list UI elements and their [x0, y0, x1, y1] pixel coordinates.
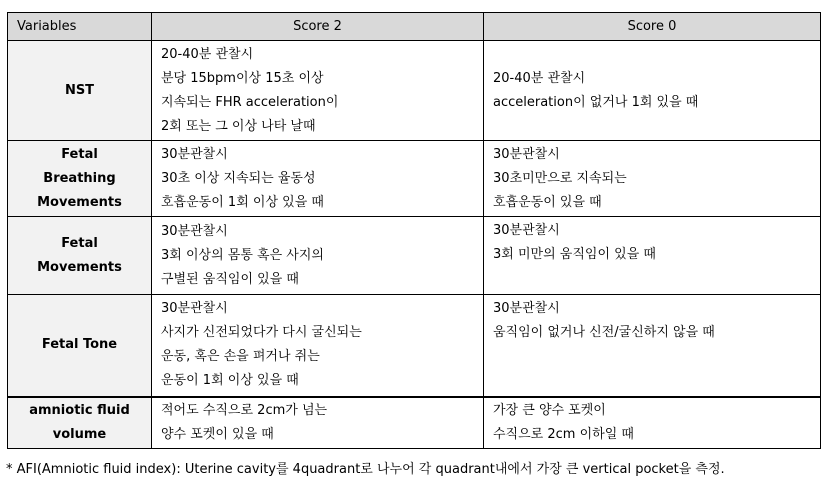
variable-cell	[8, 295, 152, 397]
cell-line: 적어도 수직으로 2cm가 넘는	[161, 402, 328, 418]
variable-cell	[8, 397, 152, 449]
cell-line: 호흡운동이 있을 때	[493, 194, 602, 210]
footnote: * AFI(Amniotic fluid index): Uterine cavity를 4quadrant로 나누어 각 quadrant내에서 가장 큰 vertical pocket을 측정.	[6, 462, 725, 477]
header-variables: Variables	[8, 13, 152, 41]
table-row	[8, 217, 821, 295]
table-row	[8, 397, 821, 449]
score-0-cell	[484, 295, 821, 397]
variable-label: NST	[64, 82, 95, 98]
table-row	[8, 141, 821, 217]
cell-line: acceleration이 없거나 1회 있을 때	[493, 94, 699, 110]
cell-line: 20-40분 관찰시	[161, 46, 254, 62]
score-0-cell	[484, 141, 821, 217]
table-row	[8, 41, 821, 141]
score-2-cell	[152, 41, 484, 141]
cell-line: 30초미만으로 지속되는	[493, 170, 627, 186]
cell-line: 30초 이상 지속되는 율동성	[161, 170, 316, 186]
cell-line: 30분관찰시	[161, 301, 228, 317]
score-2-cell	[152, 217, 484, 295]
cell-line: 30분관찰시	[493, 223, 560, 238]
header-score-2: Score 2	[152, 13, 484, 41]
cell-line: 수직으로 2cm 이하일 때	[493, 426, 634, 442]
cell-line: 2회 또는 그 이상 나타 날때	[161, 118, 316, 134]
cell-line: 3회 이상의 몸통 혹은 사지의	[161, 247, 324, 263]
variable-cell	[8, 217, 152, 295]
scoring-table-container	[7, 12, 820, 449]
variable-label: Movements	[37, 259, 122, 275]
cell-line: 운동이 1회 이상 있을 때	[161, 373, 299, 389]
cell-line: 3회 미만의 움직임이 있을 때	[493, 247, 656, 262]
variable-label: Movements	[37, 194, 122, 210]
cell-line: 분당 15bpm이상 15초 이상	[161, 70, 324, 86]
cell-line: 사지가 신전되었다가 다시 굴신되는	[161, 325, 362, 341]
header-score-0: Score 0	[484, 13, 821, 41]
variable-label: Fetal	[61, 146, 98, 162]
variable-label: amniotic fluid	[29, 402, 130, 418]
score-2-cell	[152, 295, 484, 397]
cell-line: 움직임이 없거나 신전/굴신하지 않을 때	[493, 325, 715, 340]
cell-line: 30분관찰시	[161, 223, 228, 239]
cell-line: 지속되는 FHR acceleration이	[161, 94, 339, 110]
table-row	[8, 295, 821, 397]
variable-label: volume	[52, 426, 107, 442]
score-0-cell	[484, 397, 821, 449]
cell-line: 운동, 혹은 손을 펴거나 쥐는	[161, 349, 320, 365]
cell-line: 가장 큰 양수 포켓이	[493, 402, 606, 418]
variable-cell	[8, 41, 152, 141]
cell-line: 20-40분 관찰시	[493, 70, 586, 86]
biophysical-profile-table	[7, 12, 821, 449]
cell-line: 구별된 움직임이 있을 때	[161, 271, 299, 287]
cell-line: 30분관찰시	[493, 301, 560, 316]
cell-line: 30분관찰시	[493, 146, 560, 162]
table-header-row	[8, 13, 821, 41]
variable-label: Fetal Tone	[41, 337, 118, 353]
score-0-cell	[484, 217, 821, 295]
variable-label: Breathing	[43, 170, 116, 186]
cell-line: 호흡운동이 1회 이상 있을 때	[161, 194, 324, 210]
score-0-cell	[484, 41, 821, 141]
variable-label: Fetal	[61, 235, 98, 251]
score-2-cell	[152, 397, 484, 449]
score-2-cell	[152, 141, 484, 217]
cell-line: 양수 포켓이 있을 때	[161, 426, 274, 442]
variable-cell	[8, 141, 152, 217]
cell-line: 30분관찰시	[161, 146, 228, 162]
